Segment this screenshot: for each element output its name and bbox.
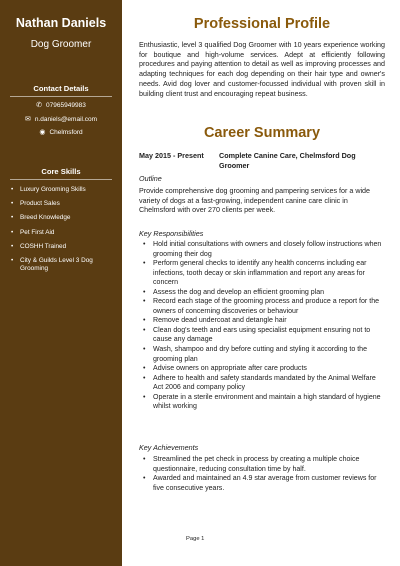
profile-heading: Professional Profile [193, 16, 331, 32]
skill-item: • Product Sales [10, 200, 116, 209]
outline-label: Outline [139, 174, 162, 183]
achievements-label: Key Achievements [139, 443, 199, 452]
contact-email [0, 115, 122, 123]
envelope-icon: ✉ [24, 116, 31, 123]
skill-item: • Breed Knowledge [10, 214, 116, 223]
list-item: • Awarded and maintained an 4.9 star average from customer reviews for five consecutive years. [139, 474, 385, 493]
email-text: n.daniels@email.com [34, 116, 98, 123]
list-item: • Streamlined the pet check in process by creating a multiple choice questionnaire, reducing consultation time by half. [139, 455, 385, 474]
globe-icon: ◉ [39, 129, 46, 136]
contact-location [0, 128, 122, 136]
contact-details-title: Contact Details [33, 84, 89, 93]
skill-item: • Luxury Grooming Skills [10, 186, 116, 195]
responsibilities-list [139, 240, 385, 412]
list-item: • Wash, shampoo and dry before cutting and styling it according to the grooming plan [139, 345, 385, 364]
sidebar [0, 0, 122, 566]
profile-text: Enthusiastic, level 3 qualified Dog Groomer with 10 years experience working for boutique and high-volume services. Adept at efficiently following procedures and paying attention to detail as well as improving processes and adapting techniques for each dog depending on their hair type and owner's needs. Avid dog lover and customer-focussed individual with proven skill in building client trust and encouraging repeat business. [139, 41, 385, 98]
skill-item: • Pet First Aid [10, 229, 116, 238]
phone-icon: ✆ [36, 102, 43, 109]
skill-item: • City & Guilds Level 3 Dog Grooming [10, 257, 116, 274]
list-item: • Hold initial consultations with owners and closely follow instructions when grooming their dog [139, 240, 385, 259]
list-item: • Operate in a sterile environment and maintain a high standard of hygiene whilst working [139, 393, 385, 412]
core-skills-title: Core Skills [41, 167, 81, 176]
list-item: • Remove dead undercoat and detangle hair [139, 316, 385, 326]
list-item: • Record each stage of the grooming process and produce a report for the owners of concerning discoveries or behaviour [139, 297, 385, 316]
candidate-name: Nathan Daniels [15, 16, 107, 30]
job-title: Complete Canine Care, Chelmsford Dog Groomer [219, 151, 356, 170]
skills-divider [10, 179, 112, 180]
list-item: • Clean dog's teeth and ears using specialist equipment ensuring not to cause any damage [139, 326, 385, 345]
list-item: • Perform general checks to identify any health concerns including ear infections, tooth decay or skin inflammation and report any areas for concern [139, 259, 385, 288]
phone-text: 07965949983 [46, 102, 86, 109]
career-heading: Career Summary [203, 125, 321, 141]
outline-text: Provide comprehensive dog grooming and pampering services for a wide variety of dogs at a fast-growing, independent canine care clinic in Chelmsford with over 270 clients per week. [139, 187, 371, 215]
page-number: Page 1 [186, 536, 205, 542]
list-item: • Advise owners on appropriate after care products [139, 364, 385, 374]
location-text: Chelmsford [49, 129, 83, 136]
job-date: May 2015 - Present [139, 151, 204, 160]
responsibilities-label: Key Responsibilities [139, 229, 204, 238]
list-item: • Assess the dog and develop an efficient grooming plan [139, 288, 385, 298]
list-item: • Adhere to health and safety standards mandated by the Animal Welfare Act 2006 and company policy [139, 374, 385, 393]
achievements-list [139, 455, 385, 493]
contact-phone [0, 101, 122, 109]
skills-list [10, 186, 116, 280]
contact-divider [10, 96, 112, 97]
skill-item: • COSHH Trained [10, 243, 116, 252]
candidate-role: Dog Groomer [30, 39, 92, 50]
